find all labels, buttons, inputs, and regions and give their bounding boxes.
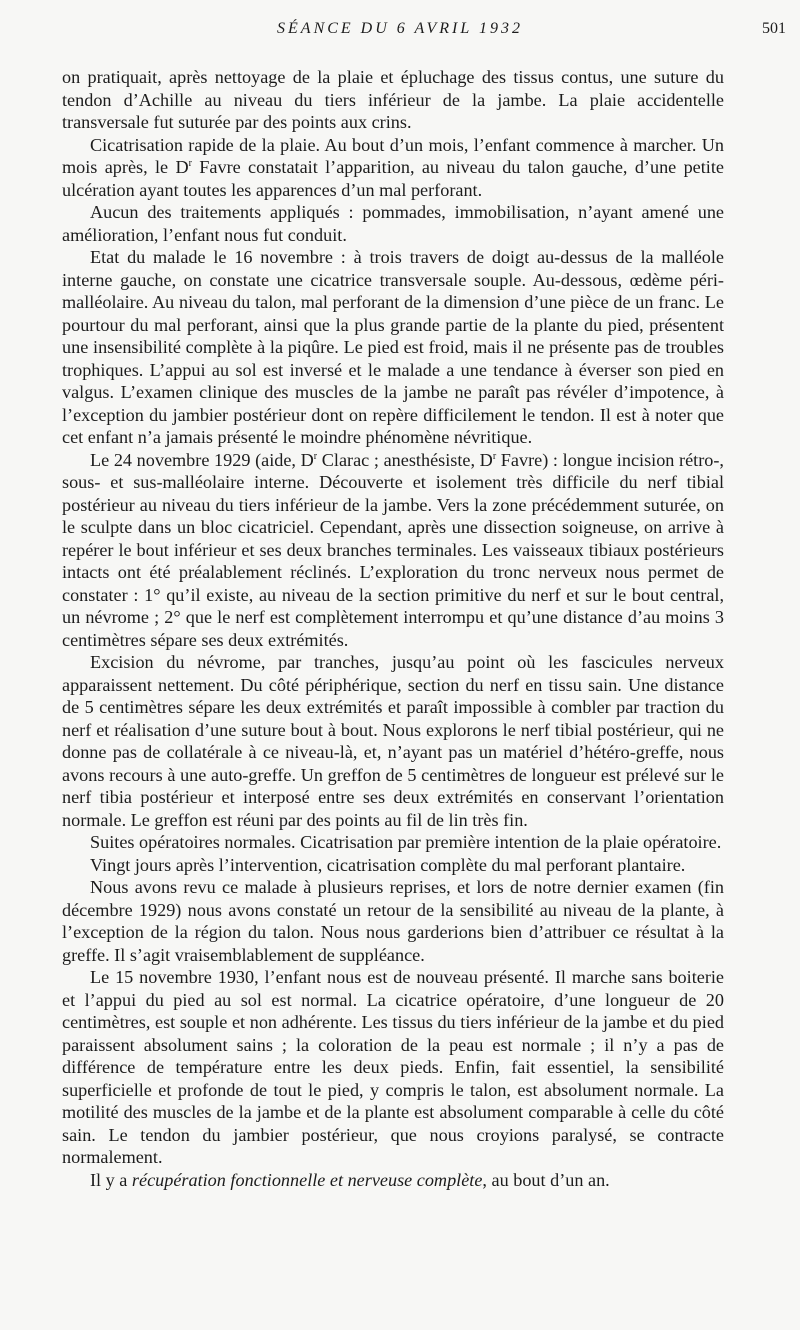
superscript: r: [188, 157, 192, 169]
paragraph-p4: [62, 246, 724, 449]
paragraph-p11: [62, 1169, 724, 1192]
text-run: Nous avons revu ce malade à plusieurs reprises, et lors de notre dernier examen (fin décembre 1929) nous avons constaté un retour de la sensibilité au niveau de la plante, à l’exception de la région du talon. Nous nous garderions bien d’attribuer ce résultat à la greffe. Il s’agit vraisemblablement de suppléance.: [62, 877, 724, 965]
text-run: Le 15 novembre 1930, l’enfant nous est de nouveau présenté. Il marche sans boiterie et l’appui du pied au sol est normal. La cicatrice opératoire, d’une longueur de 20 centimètres, est souple et non adhérente. Les tissus du tiers inférieur de la jambe et du pied paraissent absolument sains ; la coloration de la peau est normale ; il n’y a pas de différence de température entre les deux pieds. Enfin, fait essentiel, la sensibilité superficielle et profonde de tout le pied, y compris le talon, est absolument normale. La motilité des muscles de la jambe et de la plante est absolument comparable à celle du côté sain. Le tendon du jambier postérieur, que nous croyions paralysé, se contracte normalement.: [62, 967, 724, 1167]
text-run: , au bout d’un an.: [482, 1169, 610, 1190]
paragraph-p9: [62, 876, 724, 966]
paragraph-p10: [62, 966, 724, 1169]
italic-text: récupération fonctionnelle et nerveuse complète: [131, 1169, 483, 1190]
paragraph-p1: [62, 66, 724, 134]
text-run: Etat du malade le 16 novembre : à trois travers de doigt au-dessus de la malléole interne gauche, on constate une cicatrice transversale souple. Au-dessous, œdème péri-malléolaire. Au niveau du talon, mal perforant de la dimension d’une pièce de un franc. Le pourtour du mal perforant, ainsi que la plus grande partie de la plante du pied, présentent une insensibilité complète à la piqûre. Le pied est froid, mais il ne présente pas de troubles trophiques. L’appui au sol est inversé et le malade a une tendance à éverser son pied en valgus. L’examen clinique des muscles de la jambe ne paraît pas révéler d’impotence, à l’exception du jambier postérieur dont on repère difficilement le tendon. Il est à noter que cet enfant n’a jamais présenté le moindre phénomène névritique.: [62, 247, 724, 447]
text-run: Suites opératoires normales. Cicatrisation par première intention de la plaie opératoire.: [90, 832, 722, 852]
superscript: r: [313, 450, 318, 462]
text-run: Favre) : longue incision rétro-, sous- et sus-malléolaire interne. Découverte et isolement très difficile du nerf tibial postérieur au niveau du tiers inférieur de la jambe. Vers la zone précédemment suturée, on le sculpte dans un bloc cicatriciel. Cependant, après une dissection soigneuse, on arrive à repérer le bout inférieur et ses deux branches terminales. Les vaisseaux tibiaux postérieurs intacts ont été préalablement réclinés. L’exploration du tronc nerveux nous permet de constater : 1° qu’il existe, au niveau de la section primitive du nerf et sur le bout central, un névrome ; 2° que le nerf est complètement interrompu et qu’une distance d’au moins 3 centimètres sépare ses deux extrémités.: [62, 449, 724, 650]
page-header: [0, 20, 800, 48]
paragraph-p5: [62, 449, 724, 652]
paragraph-p8: [62, 854, 724, 877]
superscript: r: [492, 450, 497, 462]
paragraph-p2: [62, 134, 724, 202]
text-run: Favre constatait l’apparition, au niveau du talon gauche, d’une petite ulcération ayant toutes les apparences d’un mal perforant.: [62, 157, 724, 200]
text-run: Aucun des traitements appliqués : pommades, immobilisation, n’ayant amené une amélioration, l’enfant nous fut conduit.: [62, 202, 724, 245]
paragraph-p3: [62, 201, 724, 246]
text-run: Il y a: [90, 1169, 132, 1190]
text-run: Le 24 novembre 1929 (aide, D: [90, 449, 314, 470]
page-number: 501: [762, 20, 786, 37]
running-title: SÉANCE DU 6 AVRIL 1932: [277, 20, 523, 37]
text-run: on pratiquait, après nettoyage de la plaie et épluchage des tissus contus, une suture du tendon d’Achille au niveau du tiers inférieur de la jambe. La plaie accidentelle transversale fut suturée par des points aux crins.: [62, 67, 724, 132]
text-run: Excision du névrome, par tranches, jusqu’au point où les fascicules nerveux apparaissent nettement. Du côté périphérique, section du nerf en tissu sain. Une distance de 5 centimètres sépare les deux extrémités et paraît impossible à combler par traction du nerf et réalisation d’une suture bout à bout. Nous explorons le nerf tibial postérieur, qui ne donne pas de collatérale à ce niveau-là, et, n’ayant pas un matériel d’hétéro-greffe, nous avons recours à une auto-greffe. Un greffon de 5 centimètres de longueur est prélevé sur le nerf tibia postérieur et interposé entre ses deux extrémités en conservant l’orientation normale. Le greffon est réuni par des points au fil de lin très fin.: [62, 652, 724, 830]
text-run: Clarac ; anesthésiste, D: [317, 449, 493, 470]
text-run: Cicatrisation rapide de la plaie. Au bout d’un mois, l’enfant commence à marcher. Un mois après, le D: [62, 134, 724, 177]
text-run: Vingt jours après l’intervention, cicatrisation complète du mal perforant plantaire.: [90, 854, 686, 875]
paragraph-p6: [62, 651, 724, 831]
body-text: [62, 66, 724, 1191]
paragraph-p7: [62, 831, 724, 854]
